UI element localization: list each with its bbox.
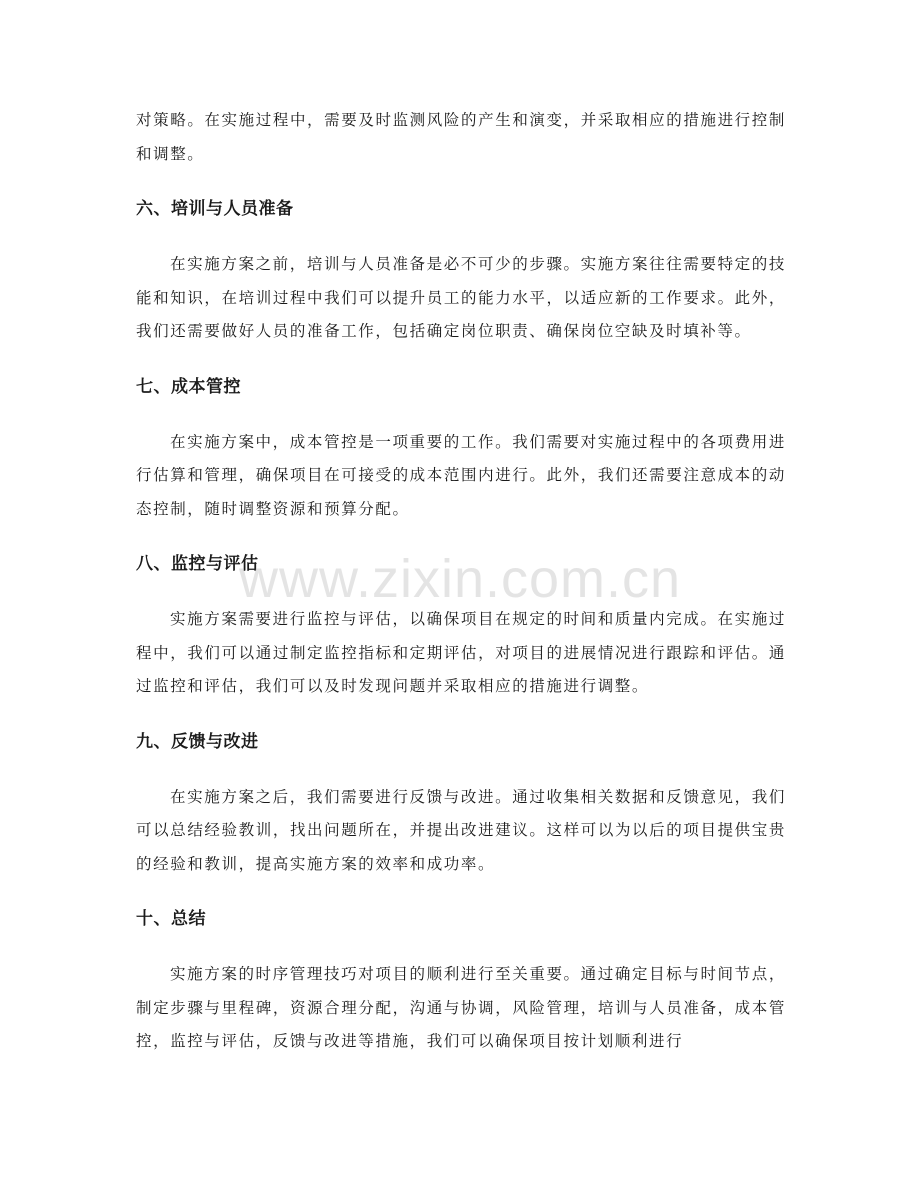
intro-paragraph: 对策略。在实施过程中，需要及时监测风险的产生和演变，并采取相应的措施进行控制和调整。 bbox=[136, 111, 786, 163]
section-heading-summary: 十、总结 bbox=[136, 909, 206, 929]
section-paragraph-summary: 实施方案的时序管理技巧对项目的顺利进行至关重要。通过确定目标与时间节点，制定步骤与里程碑，资源合理分配，沟通与协调，风险管理，培训与人员准备，成本管控，监控与评估，反馈与改进等措施，我们可以确保项目按计划顺利进行 bbox=[136, 965, 786, 1050]
section-paragraph-monitoring: 实施方案需要进行监控与评估，以确保项目在规定的时间和质量内完成。在实施过程中，我们可以通过制定监控指标和定期评估，对项目的进展情况进行跟踪和评估。通过监控和评估，我们可以及时发现问题并采取相应的措施进行调整。 bbox=[136, 610, 786, 695]
watermark-text: www.zixin.com.cn bbox=[238, 549, 682, 609]
section-heading-cost-control: 七、成本管控 bbox=[136, 376, 241, 397]
section-paragraph-feedback: 在实施方案之后，我们需要进行反馈与改进。通过收集相关数据和反馈意见，我们可以总结经验教训，找出问题所在，并提出改进建议。这样可以为以后的项目提供宝贵的经验和教训，提高实施方案的效率和成功率。 bbox=[136, 787, 786, 873]
section-paragraph-training: 在实施方案之前，培训与人员准备是必不可少的步骤。实施方案往往需要特定的技能和知识，在培训过程中我们可以提升员工的能力水平，以适应新的工作要求。此外，我们还需要做好人员的准备工作，包括确定岗位职责、确保岗位空缺及时填补等。 bbox=[136, 255, 786, 340]
section-heading-monitoring: 八、监控与评估 bbox=[136, 554, 259, 574]
document-body bbox=[136, 104, 786, 1059]
section-paragraph-cost-control: 在实施方案中，成本管控是一项重要的工作。我们需要对实施过程中的各项费用进行估算和管理，确保项目在可接受的成本范围内进行。此外，我们还需要注意成本的动态控制，随时调整资源和预算分配。 bbox=[136, 432, 786, 518]
section-heading-training: 六、培训与人员准备 bbox=[136, 199, 294, 219]
section-heading-feedback: 九、反馈与改进 bbox=[136, 731, 259, 752]
